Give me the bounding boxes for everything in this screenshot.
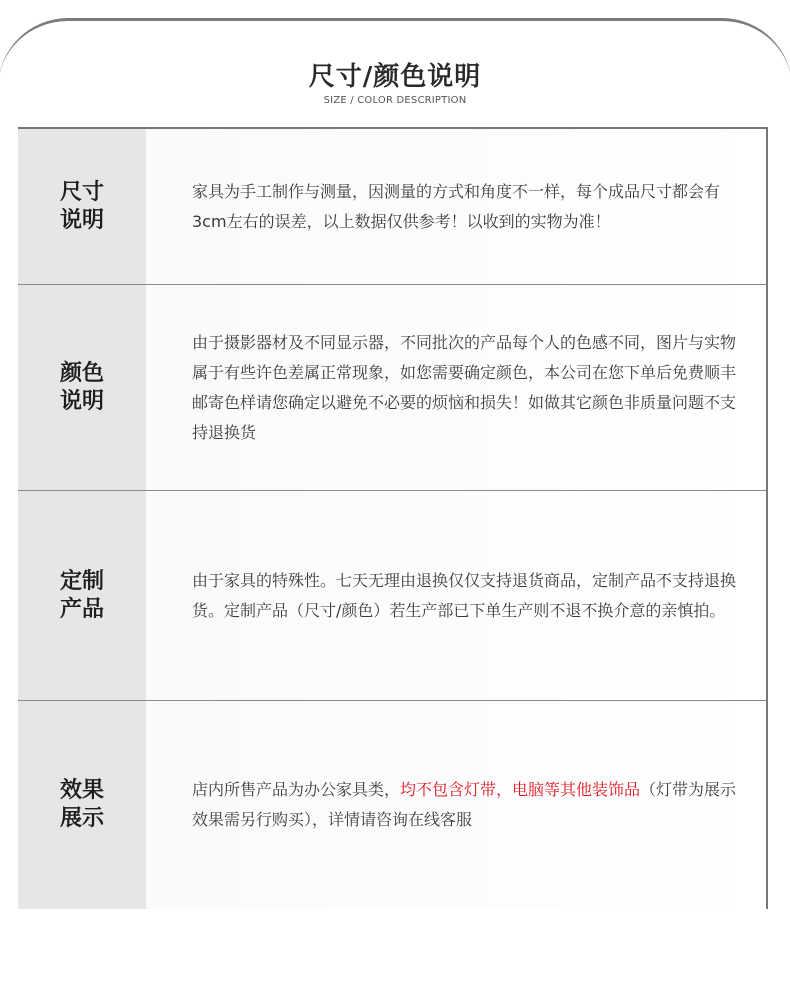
row-content-highlight: 均不包含灯带，电脑等其他装饰品 xyxy=(400,780,641,799)
row-content xyxy=(146,129,766,284)
table-row-display xyxy=(18,700,766,909)
row-label xyxy=(18,129,146,284)
row-content xyxy=(146,701,766,909)
row-label xyxy=(18,285,146,490)
page-title: 尺寸/颜色说明 xyxy=(308,62,482,92)
row-label-text: 颜色说明 xyxy=(59,360,104,414)
row-content-after: （灯带为展示效果需另行购买），详情请咨询在线客服 xyxy=(192,780,737,829)
row-label xyxy=(18,491,146,700)
row-label-text: 效果展示 xyxy=(59,778,104,831)
table-row-custom xyxy=(18,490,766,700)
row-label xyxy=(18,701,146,909)
row-label-text: 尺寸说明 xyxy=(59,179,104,233)
row-content xyxy=(146,285,766,490)
row-content-text: 由于摄影器材及不同显示器，不同批次的产品每个人的色感不同，图片与实物属于有些许色差属正常现象，如您需要确定颜色，本公司在您下单后免费顺丰邮寄色样请您确定以避免不必要的烦恼和损失！如做其它颜色非质量问题不支持退换货 xyxy=(192,332,737,442)
page-subtitle: SIZE / COLOR DESCRIPTION xyxy=(323,95,467,106)
row-label-text: 定制产品 xyxy=(59,568,104,622)
row-content-text xyxy=(192,775,738,835)
row-content-text: 由于家具的特殊性。七天无理由退换仅仅支持退货商品，定制产品不支持退换货。定制产品（尺寸/颜色）若生产部已下单生产则不退不换介意的亲慎拍。 xyxy=(192,570,737,620)
table-row-color xyxy=(18,284,766,490)
description-table xyxy=(18,127,768,909)
table-row-size xyxy=(18,129,766,284)
row-content-text: 家具为手工制作与测量，因测量的方式和角度不一样，每个成品尺寸都会有3cm左右的误差，以上数据仅供参考！以收到的实物为准！ xyxy=(192,181,721,231)
row-content-before: 店内所售产品为办公家具类， xyxy=(192,780,401,799)
row-content xyxy=(146,491,766,700)
